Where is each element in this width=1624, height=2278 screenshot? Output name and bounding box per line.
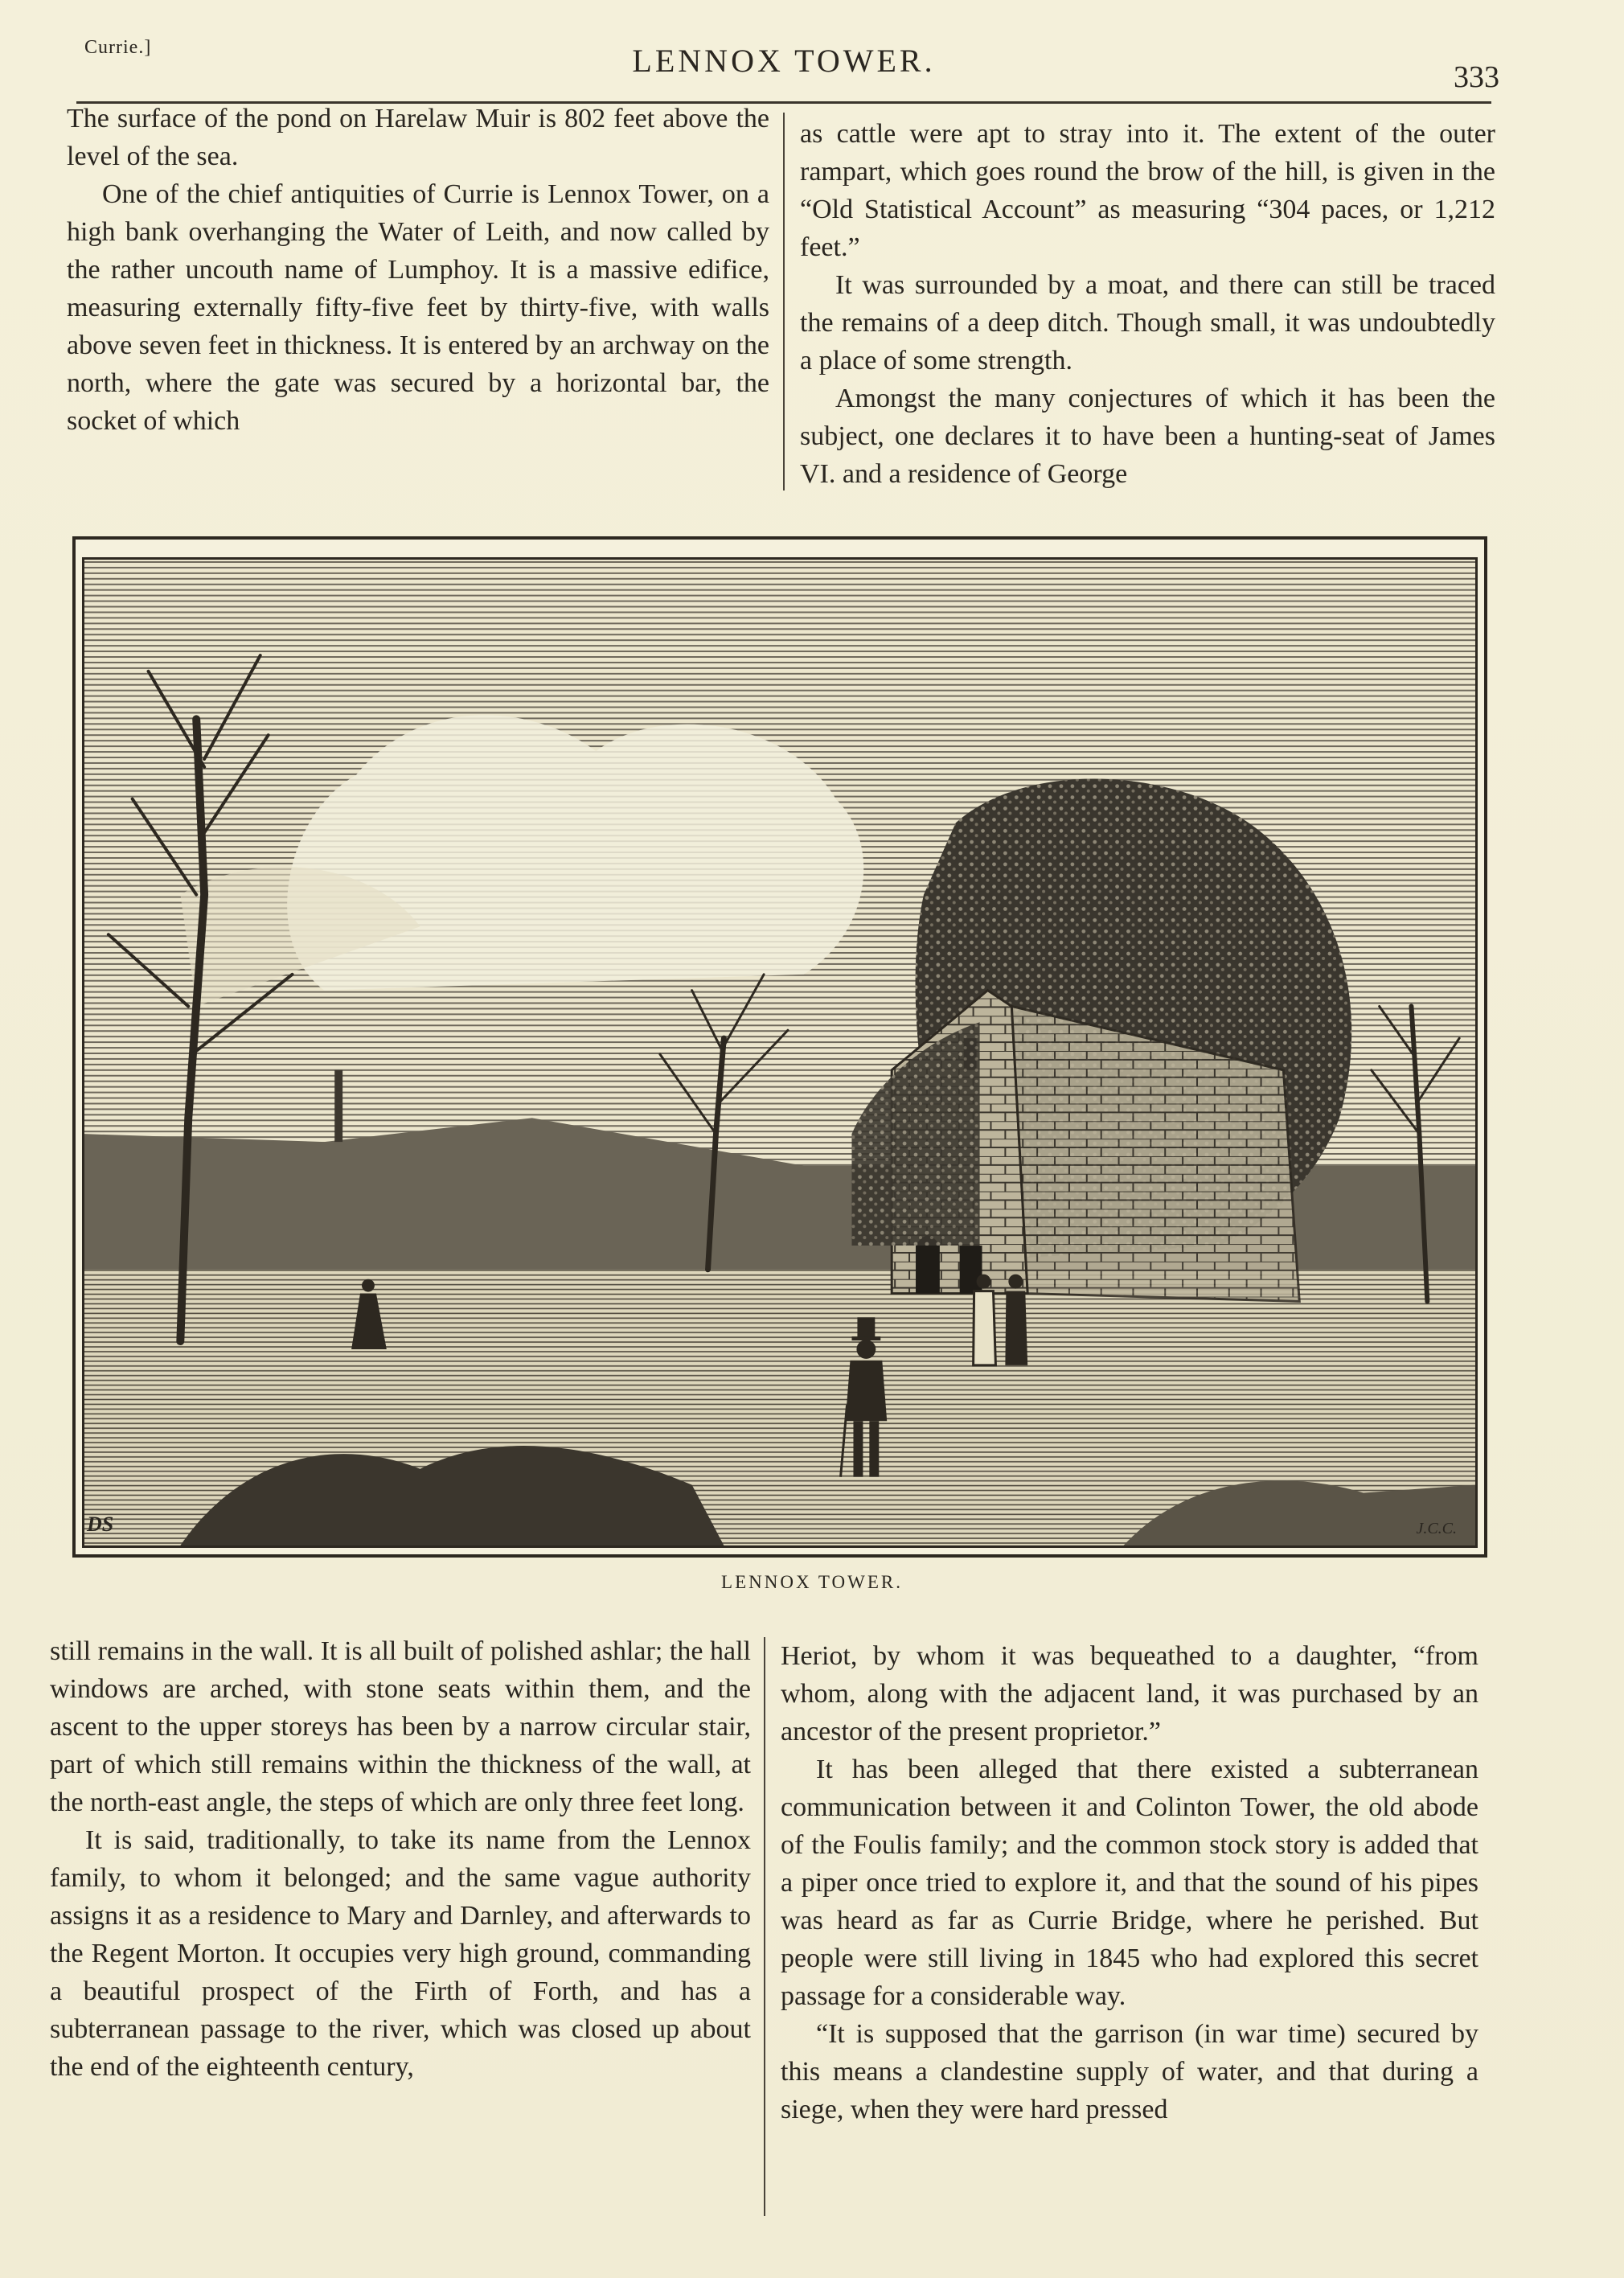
running-head — [76, 24, 1499, 96]
paragraph: It has been alleged that there existed a subterranean communication between it and Colinton Tower, the old abode of the Foulis family; and the common stock story is added that a piper once tried to explore it, and that the sound of his pipes was heard as far as Currie Bridge, where he perished. But people were still living in 1845 who had explored this secret passage for a considerable way. — [781, 1755, 1478, 2011]
section-label: Currie.] — [84, 37, 152, 58]
engraver-signature: DS — [87, 1513, 114, 1536]
text-column-bottom-left — [50, 1632, 751, 2086]
column-divider — [764, 1637, 765, 2216]
page-number: 333 — [1454, 60, 1499, 94]
paragraph: Heriot, by whom it was bequeathed to a daughter, “from whom, along with the adjacent land, it was purchased by an ancestor of the present proprietor.” — [781, 1641, 1478, 1746]
column-divider — [783, 113, 785, 490]
paragraph: still remains in the wall. It is all built of polished ashlar; the hall windows are arched, with stone seats within them, and the ascent to the upper storeys has been by a narrow circular stair, part of which still remains within the thickness of the wall, at the north-east angle, the steps of which are only three feet long. — [50, 1636, 751, 1817]
paragraph: “It is supposed that the garrison (in war time) secured by this means a clandestine supply of water, and that during a siege, when they were hard pressed — [781, 2019, 1478, 2124]
page-title: LENNOX TOWER. — [632, 43, 936, 79]
engraving-picture — [82, 557, 1478, 1548]
paragraph: It is said, traditionally, to take its name from the Lennox family, to whom it belonged; and the same vague authority assigns it as a residence to Mary and Darnley, and afterwards to the Regent Morton. It occupies very high ground, commanding a beautiful prospect of the Firth of Forth, and has a subterranean passage to the river, which was closed up about the end of the eighteenth century, — [50, 1825, 751, 2082]
text-column-top-left — [67, 100, 769, 440]
engraving-illustration — [72, 536, 1487, 1558]
artist-signature: J.C.C. — [1416, 1520, 1457, 1537]
paragraph: It was surrounded by a moat, and there can still be traced the remains of a deep ditch. Though small, it was undoubtedly a place of some strength. — [800, 270, 1495, 376]
paragraph: The surface of the pond on Harelaw Muir is 802 feet above the level of the sea. — [67, 104, 769, 171]
text-column-top-right — [800, 115, 1495, 493]
lennox-tower-engraving — [84, 560, 1475, 1545]
paragraph: Amongst the many conjectures of which it has been the subject, one declares it to have been a hunting-seat of James VI. and a residence of George — [800, 384, 1495, 489]
paragraph: as cattle were apt to stray into it. The extent of the outer rampart, which goes round the brow of the hill, is given in the “Old Statistical Account” as measuring “304 paces, or 1,212 feet.” — [800, 119, 1495, 262]
text-column-bottom-right — [781, 1637, 1478, 2128]
paragraph: One of the chief antiquities of Currie is Lennox Tower, on a high bank overhanging the Water of Leith, and now called by the rather uncouth name of Lumphoy. It is a massive edifice, measuring externally fifty-five feet by thirty-five, with walls above seven feet in thickness. It is entered by an archway on the north, where the gate was secured by a horizontal bar, the socket of which — [67, 179, 769, 436]
illustration-caption: LENNOX TOWER. — [721, 1572, 903, 1592]
chimney — [334, 1070, 342, 1142]
